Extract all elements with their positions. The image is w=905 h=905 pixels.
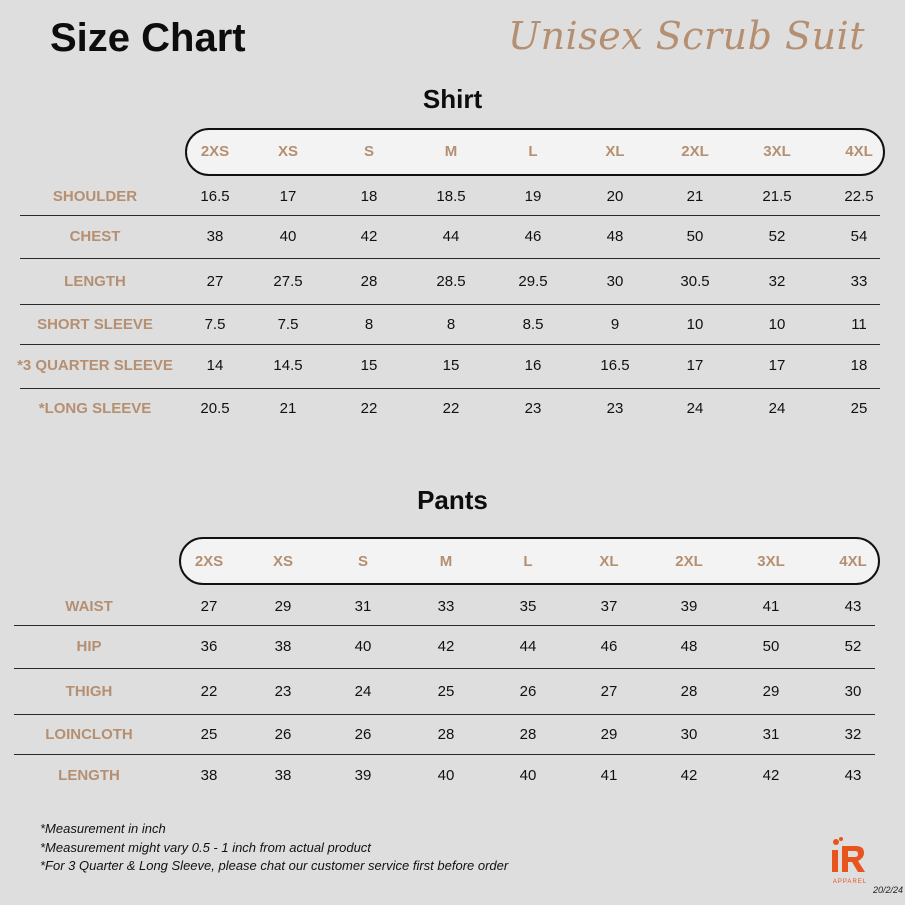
row-divider — [20, 388, 880, 389]
table-cell: 18.5 — [436, 188, 466, 205]
table-cell: 18 — [850, 357, 868, 374]
table-cell: 39 — [680, 598, 698, 615]
size-header-2xs: 2XS — [200, 143, 230, 160]
table-cell: 29.5 — [518, 273, 548, 290]
row-divider — [14, 625, 875, 626]
footnote-line: *Measurement in inch — [40, 821, 166, 836]
shirt-section-title: Shirt — [422, 84, 483, 114]
logo-tagline: APPAREL — [832, 879, 868, 885]
table-cell: 42 — [360, 228, 378, 245]
table-cell: 32 — [844, 726, 862, 743]
row-label: *LONG SLEEVE — [38, 400, 152, 417]
row-divider — [14, 754, 875, 755]
row-divider — [20, 215, 880, 216]
table-cell: 23 — [274, 683, 292, 700]
table-cell: 7.5 — [204, 316, 226, 333]
table-cell: 24 — [686, 400, 704, 417]
size-header-m: M — [444, 143, 458, 160]
table-cell: 25 — [200, 726, 218, 743]
table-cell: 52 — [768, 228, 786, 245]
table-cell: 37 — [600, 598, 618, 615]
table-cell: 46 — [524, 228, 542, 245]
table-cell: 27 — [206, 273, 224, 290]
table-cell: 27 — [200, 598, 218, 615]
size-header-s: S — [363, 143, 374, 160]
table-cell: 7.5 — [277, 316, 299, 333]
table-cell: 20.5 — [200, 400, 230, 417]
table-cell: 40 — [519, 767, 537, 784]
size-header-xs: XS — [277, 143, 298, 160]
table-cell: 25 — [437, 683, 455, 700]
table-cell: 44 — [442, 228, 460, 245]
footnote-line: *For 3 Quarter & Long Sleeve, please chat our customer service first before order — [40, 858, 509, 873]
row-label: *3 QUARTER SLEEVE — [17, 357, 173, 374]
row-label: SHORT SLEEVE — [37, 316, 153, 333]
table-cell: 26 — [274, 726, 292, 743]
table-cell: 8.5 — [522, 316, 544, 333]
table-cell: 26 — [519, 683, 537, 700]
pants-section-title: Pants — [417, 485, 488, 515]
size-header-2xl: 2XL — [675, 553, 703, 570]
table-cell: 22 — [360, 400, 378, 417]
table-cell: 22.5 — [844, 188, 874, 205]
table-cell: 15 — [360, 357, 378, 374]
size-header-s: S — [357, 553, 368, 570]
table-cell: 14 — [206, 357, 224, 374]
size-header-2xs: 2XS — [194, 553, 224, 570]
size-header-xl: XL — [605, 143, 625, 160]
table-cell: 46 — [600, 638, 618, 655]
table-cell: 36 — [200, 638, 218, 655]
table-cell: 30 — [844, 683, 862, 700]
table-cell: 32 — [768, 273, 786, 290]
logo-dot — [833, 839, 839, 845]
table-cell: 27 — [600, 683, 618, 700]
size-header-4xl: 4XL — [845, 143, 873, 160]
footnote-line: *Measurement might vary 0.5 - 1 inch from actual product — [40, 839, 371, 855]
table-cell: 41 — [762, 598, 780, 615]
table-cell: 39 — [354, 767, 372, 784]
table-cell: 50 — [686, 228, 704, 245]
logo-r-shape — [842, 846, 865, 872]
table-cell: 24 — [768, 400, 786, 417]
table-cell: 38 — [274, 638, 292, 655]
table-cell: 54 — [850, 228, 868, 245]
table-cell: 10 — [686, 316, 704, 333]
table-cell: 16.5 — [600, 357, 630, 374]
row-label: LOINCLOTH — [45, 726, 133, 743]
table-cell: 28 — [437, 726, 455, 743]
table-cell: 14.5 — [273, 357, 303, 374]
table-cell: 27.5 — [273, 273, 303, 290]
table-cell: 33 — [850, 273, 868, 290]
logo-dot — [839, 837, 843, 841]
row-divider — [14, 714, 875, 715]
table-cell: 28.5 — [436, 273, 466, 290]
table-cell: 9 — [610, 316, 620, 333]
table-cell: 24 — [354, 683, 372, 700]
page-title: Size Chart — [50, 16, 246, 60]
table-cell: 35 — [519, 598, 537, 615]
table-cell: 48 — [680, 638, 698, 655]
table-cell: 40 — [279, 228, 297, 245]
size-header-m: M — [439, 553, 453, 570]
table-cell: 38 — [206, 228, 224, 245]
table-cell: 20 — [606, 188, 624, 205]
table-cell: 30.5 — [680, 273, 710, 290]
table-cell: 29 — [274, 598, 292, 615]
table-cell: 19 — [524, 188, 542, 205]
size-header-xs: XS — [272, 553, 293, 570]
size-header-2xl: 2XL — [681, 143, 709, 160]
table-cell: 52 — [844, 638, 862, 655]
size-header-4xl: 4XL — [839, 553, 867, 570]
row-label: LENGTH — [58, 767, 120, 784]
size-header-3xl: 3XL — [757, 553, 785, 570]
table-cell: 22 — [200, 683, 218, 700]
size-header-xl: XL — [599, 553, 619, 570]
table-cell: 38 — [274, 767, 292, 784]
table-cell: 15 — [442, 357, 460, 374]
table-cell: 48 — [606, 228, 624, 245]
row-label: LENGTH — [64, 273, 126, 290]
table-cell: 43 — [844, 767, 862, 784]
table-cell: 21.5 — [762, 188, 792, 205]
row-divider — [20, 258, 880, 259]
table-cell: 30 — [606, 273, 624, 290]
size-header-3xl: 3XL — [763, 143, 791, 160]
table-cell: 28 — [519, 726, 537, 743]
table-cell: 41 — [600, 767, 618, 784]
table-cell: 42 — [680, 767, 698, 784]
row-divider — [14, 668, 875, 669]
table-cell: 16.5 — [200, 188, 230, 205]
logo-i-shape — [832, 850, 838, 872]
footnotes — [40, 820, 508, 876]
table-cell: 29 — [762, 683, 780, 700]
size-header-l: L — [528, 143, 538, 160]
table-cell: 42 — [762, 767, 780, 784]
table-cell: 17 — [768, 357, 786, 374]
row-label: SHOULDER — [52, 188, 138, 205]
row-label: WAIST — [65, 598, 113, 615]
table-cell: 43 — [844, 598, 862, 615]
table-cell: 17 — [686, 357, 704, 374]
table-cell: 22 — [442, 400, 460, 417]
table-cell: 8 — [446, 316, 456, 333]
table-cell: 21 — [279, 400, 297, 417]
table-cell: 28 — [360, 273, 378, 290]
row-divider — [20, 304, 880, 305]
table-cell: 42 — [437, 638, 455, 655]
table-cell: 28 — [680, 683, 698, 700]
table-cell: 18 — [360, 188, 378, 205]
table-cell: 11 — [851, 316, 867, 333]
page-subtitle: Unisex Scrub Suit — [508, 14, 865, 58]
row-label: HIP — [76, 638, 102, 655]
table-cell: 26 — [354, 726, 372, 743]
table-cell: 40 — [437, 767, 455, 784]
date-stamp: 20/2/24 — [872, 885, 903, 895]
table-cell: 33 — [437, 598, 455, 615]
size-header-l: L — [523, 553, 533, 570]
table-cell: 23 — [606, 400, 624, 417]
table-cell: 38 — [200, 767, 218, 784]
table-cell: 23 — [524, 400, 542, 417]
table-cell: 44 — [519, 638, 537, 655]
brand-logo — [828, 836, 872, 888]
table-cell: 29 — [600, 726, 618, 743]
table-cell: 31 — [354, 598, 372, 615]
table-cell: 31 — [762, 726, 780, 743]
table-cell: 16 — [524, 357, 542, 374]
table-cell: 21 — [686, 188, 704, 205]
table-cell: 30 — [680, 726, 698, 743]
table-cell: 25 — [850, 400, 868, 417]
row-label: THIGH — [65, 683, 113, 700]
row-divider — [20, 344, 880, 345]
table-cell: 8 — [364, 316, 374, 333]
table-cell: 10 — [768, 316, 786, 333]
table-cell: 17 — [279, 188, 297, 205]
table-cell: 50 — [762, 638, 780, 655]
row-label: CHEST — [69, 228, 121, 245]
table-cell: 40 — [354, 638, 372, 655]
